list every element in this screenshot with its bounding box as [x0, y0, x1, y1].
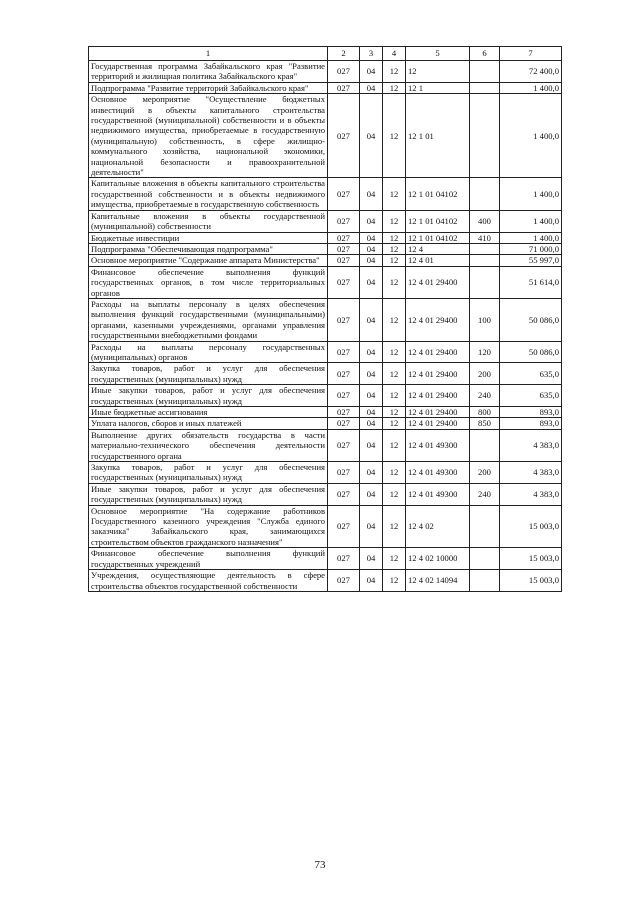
target-article-code: 12 1 01 04102 — [406, 232, 470, 243]
subsection-code: 12 — [383, 418, 406, 429]
expense-type-code: 200 — [470, 462, 500, 484]
ministry-code: 027 — [328, 94, 360, 178]
row-name: Государственная программа Забайкальского края "Развитие территорий и жилищная политика Забайкальского края" — [89, 61, 328, 83]
row-name: Иные закупки товаров, работ и услуг для обеспечения государственных (муниципальных) нужд — [89, 483, 328, 505]
subsection-code: 12 — [383, 363, 406, 385]
target-article-code: 12 4 01 29400 — [406, 298, 470, 341]
row-name: Капитальные вложения в объекты капитального строительства государственной собственности и в объекты недвижимого имущества, приобретаемые в государственную собственность — [89, 178, 328, 210]
table-row — [89, 266, 562, 298]
amount: 635,0 — [500, 363, 562, 385]
target-article-code: 12 — [406, 61, 470, 83]
ministry-code: 027 — [328, 243, 360, 254]
row-name: Расходы на выплаты персоналу в целях обеспечения выполнения функций государственными (муниципальными) органами, казенными учреждениями, органами управления государственными внебюджетными фондами — [89, 298, 328, 341]
column-number: 2 — [328, 47, 360, 61]
row-name: Иные бюджетные ассигнования — [89, 407, 328, 418]
section-code: 04 — [360, 429, 383, 461]
ministry-code: 027 — [328, 363, 360, 385]
row-name: Финансовое обеспечение выполнения функций государственных учреждений — [89, 548, 328, 570]
amount: 635,0 — [500, 385, 562, 407]
expense-type-code — [470, 570, 500, 592]
row-name: Финансовое обеспечение выполнения функций государственных органов, в том числе территориальных органов — [89, 266, 328, 298]
subsection-code: 12 — [383, 255, 406, 266]
row-name: Уплата налогов, сборов и иных платежей — [89, 418, 328, 429]
row-name: Подпрограмма "Развитие территорий Забайкальского края" — [89, 82, 328, 93]
expense-type-code — [470, 255, 500, 266]
subsection-code: 12 — [383, 94, 406, 178]
table-row — [89, 429, 562, 461]
row-name: Капитальные вложения в объекты государственной (муниципальной) собственности — [89, 210, 328, 232]
table-row — [89, 243, 562, 254]
ministry-code: 027 — [328, 232, 360, 243]
section-code: 04 — [360, 232, 383, 243]
expense-type-code — [470, 94, 500, 178]
subsection-code: 12 — [383, 82, 406, 93]
amount: 1 400,0 — [500, 210, 562, 232]
table-row — [89, 570, 562, 592]
target-article-code: 12 4 02 — [406, 505, 470, 548]
ministry-code: 027 — [328, 266, 360, 298]
column-number: 7 — [500, 47, 562, 61]
target-article-code: 12 4 01 49300 — [406, 483, 470, 505]
amount: 893,0 — [500, 418, 562, 429]
subsection-code: 12 — [383, 462, 406, 484]
section-code: 04 — [360, 243, 383, 254]
section-code: 04 — [360, 298, 383, 341]
expense-type-code — [470, 266, 500, 298]
subsection-code: 12 — [383, 429, 406, 461]
target-article-code: 12 4 01 29400 — [406, 385, 470, 407]
amount: 4 383,0 — [500, 429, 562, 461]
ministry-code: 027 — [328, 341, 360, 363]
section-code: 04 — [360, 570, 383, 592]
section-code: 04 — [360, 505, 383, 548]
table-row — [89, 505, 562, 548]
ministry-code: 027 — [328, 298, 360, 341]
target-article-code: 12 1 01 04102 — [406, 178, 470, 210]
table-row — [89, 418, 562, 429]
section-code: 04 — [360, 483, 383, 505]
table-row — [89, 94, 562, 178]
section-code: 04 — [360, 385, 383, 407]
page-number: 73 — [314, 859, 326, 871]
ministry-code: 027 — [328, 462, 360, 484]
subsection-code: 12 — [383, 210, 406, 232]
row-name: Расходы на выплаты персоналу государственных (муниципальных) органов — [89, 341, 328, 363]
section-code: 04 — [360, 255, 383, 266]
row-name: Закупка товаров, работ и услуг для обеспечения государственных (муниципальных) нужд — [89, 363, 328, 385]
section-code: 04 — [360, 418, 383, 429]
table-row — [89, 61, 562, 83]
target-article-code: 12 4 01 — [406, 255, 470, 266]
subsection-code: 12 — [383, 298, 406, 341]
amount: 72 400,0 — [500, 61, 562, 83]
section-code: 04 — [360, 61, 383, 83]
budget-sheet — [88, 46, 562, 592]
amount: 71 000,0 — [500, 243, 562, 254]
row-name: Подпрограмма "Обеспечивающая подпрограмма" — [89, 243, 328, 254]
amount: 1 400,0 — [500, 82, 562, 93]
expense-type-code: 400 — [470, 210, 500, 232]
amount: 55 997,0 — [500, 255, 562, 266]
section-code: 04 — [360, 341, 383, 363]
section-code: 04 — [360, 266, 383, 298]
target-article-code: 12 4 01 29400 — [406, 266, 470, 298]
table-row — [89, 255, 562, 266]
ministry-code: 027 — [328, 61, 360, 83]
target-article-code: 12 1 01 — [406, 94, 470, 178]
expense-type-code — [470, 505, 500, 548]
subsection-code: 12 — [383, 548, 406, 570]
table-row — [89, 483, 562, 505]
expense-type-code: 410 — [470, 232, 500, 243]
amount: 50 086,0 — [500, 298, 562, 341]
column-number-row — [89, 47, 562, 61]
table-row — [89, 210, 562, 232]
amount: 1 400,0 — [500, 232, 562, 243]
subsection-code: 12 — [383, 570, 406, 592]
target-article-code: 12 4 02 14094 — [406, 570, 470, 592]
ministry-code: 027 — [328, 385, 360, 407]
ministry-code: 027 — [328, 210, 360, 232]
subsection-code: 12 — [383, 505, 406, 548]
ministry-code: 027 — [328, 407, 360, 418]
subsection-code: 12 — [383, 385, 406, 407]
ministry-code: 027 — [328, 570, 360, 592]
expense-type-code: 120 — [470, 341, 500, 363]
target-article-code: 12 4 01 29400 — [406, 418, 470, 429]
table-row — [89, 363, 562, 385]
amount: 15 003,0 — [500, 505, 562, 548]
column-number: 5 — [406, 47, 470, 61]
section-code: 04 — [360, 407, 383, 418]
target-article-code: 12 4 01 29400 — [406, 341, 470, 363]
amount: 893,0 — [500, 407, 562, 418]
amount: 51 614,0 — [500, 266, 562, 298]
table-row — [89, 462, 562, 484]
expense-type-code — [470, 178, 500, 210]
column-number: 6 — [470, 47, 500, 61]
target-article-code: 12 4 — [406, 243, 470, 254]
ministry-code: 027 — [328, 548, 360, 570]
target-article-code: 12 4 01 49300 — [406, 429, 470, 461]
expense-type-code — [470, 429, 500, 461]
expense-type-code: 240 — [470, 385, 500, 407]
row-name: Иные закупки товаров, работ и услуг для обеспечения государственных (муниципальных) нужд — [89, 385, 328, 407]
amount: 15 003,0 — [500, 570, 562, 592]
expense-type-code: 240 — [470, 483, 500, 505]
section-code: 04 — [360, 94, 383, 178]
section-code: 04 — [360, 548, 383, 570]
section-code: 04 — [360, 82, 383, 93]
target-article-code: 12 1 — [406, 82, 470, 93]
subsection-code: 12 — [383, 178, 406, 210]
section-code: 04 — [360, 363, 383, 385]
row-name: Бюджетные инвестиции — [89, 232, 328, 243]
row-name: Учреждения, осуществляющие деятельность в сфере строительства объектов государственной собственности — [89, 570, 328, 592]
budget-table — [88, 46, 562, 592]
column-number: 4 — [383, 47, 406, 61]
subsection-code: 12 — [383, 243, 406, 254]
expense-type-code: 850 — [470, 418, 500, 429]
subsection-code: 12 — [383, 483, 406, 505]
expense-type-code: 800 — [470, 407, 500, 418]
amount: 1 400,0 — [500, 94, 562, 178]
expense-type-code — [470, 243, 500, 254]
ministry-code: 027 — [328, 483, 360, 505]
subsection-code: 12 — [383, 266, 406, 298]
subsection-code: 12 — [383, 232, 406, 243]
table-row — [89, 548, 562, 570]
expense-type-code — [470, 82, 500, 93]
table-row — [89, 178, 562, 210]
target-article-code: 12 4 02 10000 — [406, 548, 470, 570]
row-name: Основное мероприятие "Содержание аппарата Министерства" — [89, 255, 328, 266]
target-article-code: 12 4 01 49300 — [406, 462, 470, 484]
target-article-code: 12 4 01 29400 — [406, 363, 470, 385]
target-article-code: 12 4 01 29400 — [406, 407, 470, 418]
table-body — [89, 47, 562, 592]
ministry-code: 027 — [328, 178, 360, 210]
column-number: 3 — [360, 47, 383, 61]
amount: 1 400,0 — [500, 178, 562, 210]
expense-type-code — [470, 548, 500, 570]
amount: 4 383,0 — [500, 462, 562, 484]
section-code: 04 — [360, 178, 383, 210]
column-number: 1 — [89, 47, 328, 61]
amount: 4 383,0 — [500, 483, 562, 505]
subsection-code: 12 — [383, 61, 406, 83]
subsection-code: 12 — [383, 407, 406, 418]
section-code: 04 — [360, 462, 383, 484]
ministry-code: 027 — [328, 82, 360, 93]
row-name: Выполнение других обязательств государства в части материально-технического обеспечения деятельности государственного органа — [89, 429, 328, 461]
row-name: Основное мероприятие "На содержание работников Государственного казенного учреждения "Служба единого заказчика" Забайкальского края, занимающихся строительством объектов гражданского назначения" — [89, 505, 328, 548]
table-row — [89, 385, 562, 407]
table-row — [89, 298, 562, 341]
subsection-code: 12 — [383, 341, 406, 363]
ministry-code: 027 — [328, 505, 360, 548]
row-name: Закупка товаров, работ и услуг для обеспечения государственных (муниципальных) нужд — [89, 462, 328, 484]
table-row — [89, 82, 562, 93]
expense-type-code — [470, 61, 500, 83]
target-article-code: 12 1 01 04102 — [406, 210, 470, 232]
expense-type-code: 100 — [470, 298, 500, 341]
expense-type-code: 200 — [470, 363, 500, 385]
row-name: Основное мероприятие "Осуществление бюджетных инвестиций в объекты капитального строительства государственной (муниципальной) собственности и в объекты недвижимого имущества, приобретаемые в государственную (муниципальную) собственность, в сфере жилищно-коммунального хозяйства, национальной экономики, национальной безопасности и правоохранительной деятельности" — [89, 94, 328, 178]
table-row — [89, 407, 562, 418]
ministry-code: 027 — [328, 429, 360, 461]
ministry-code: 027 — [328, 255, 360, 266]
section-code: 04 — [360, 210, 383, 232]
table-row — [89, 341, 562, 363]
amount: 15 003,0 — [500, 548, 562, 570]
amount: 50 086,0 — [500, 341, 562, 363]
table-row — [89, 232, 562, 243]
ministry-code: 027 — [328, 418, 360, 429]
